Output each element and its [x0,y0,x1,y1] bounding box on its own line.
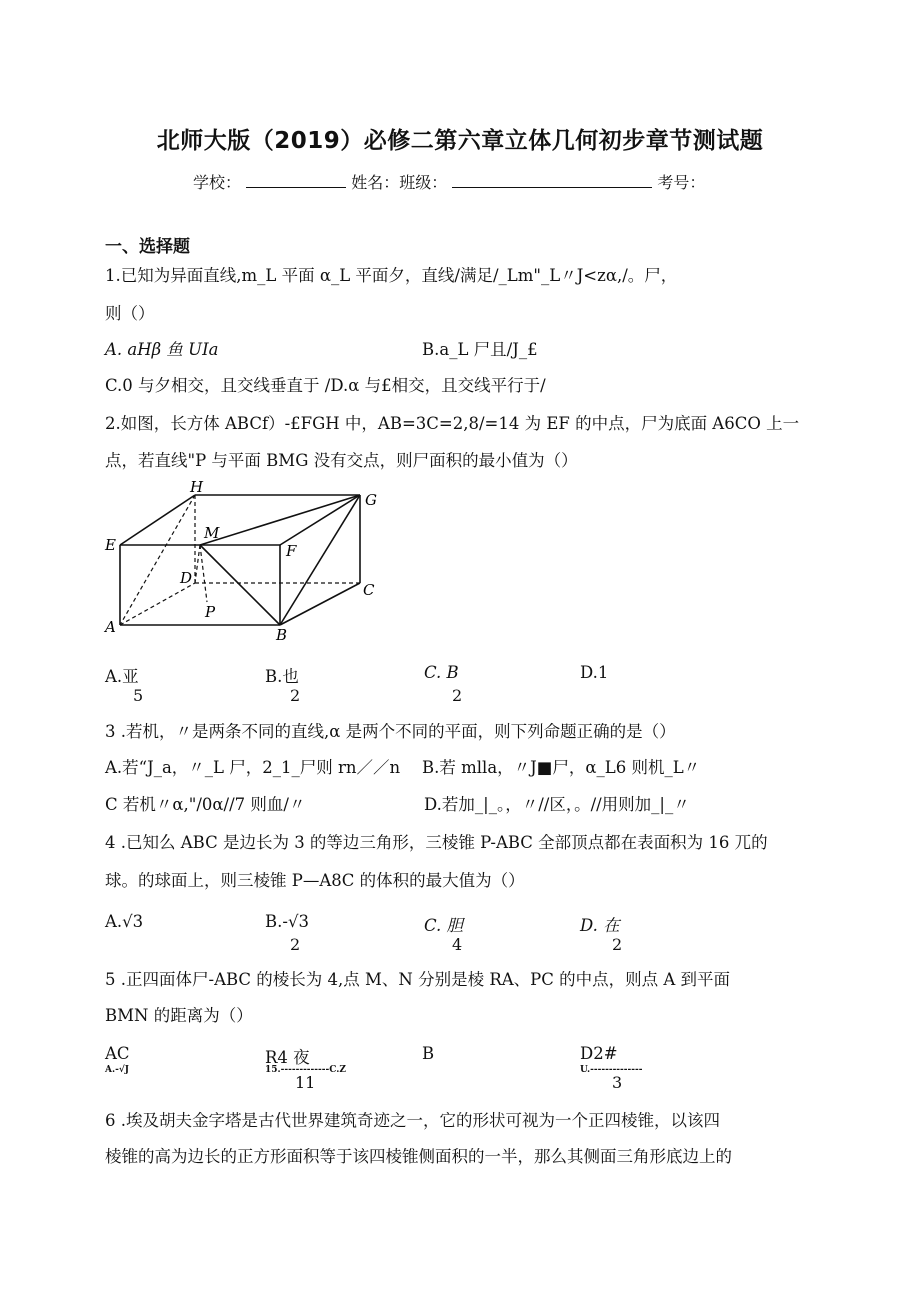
q2-stem-line1: 2.如图，长方体 ABCf）-£FGH 中，AB=3C=2,8/=14 为 EF 的中点，尸为底面 A6CO 上一 [105,414,800,433]
segment-ha [120,495,195,625]
q2-stem-line2: 点，若直线"P 与平面 BMG 没有交点，则尸面积的最小值为（） [105,451,578,470]
q3-option-b: B.若 mlla，〃J■尸，α_L6 则机_L〃 [422,758,701,777]
segment-md [195,545,200,583]
q2-option-b-denominator: 2 [290,686,301,705]
q4-option-d: D. 在 [580,916,620,935]
school-label: 学校： [193,173,242,192]
q3-option-d: D.若加_|_。，〃//区，。//用则加_|_〃 [424,795,690,814]
q5-option-b: R4 夜 [265,1048,310,1067]
q5-stem-line2: BMN 的距离为（） [105,1006,253,1025]
q5-stem-line1: 5 .正四面体尸-ABC 的棱长为 4,点 M、N 分别是棱 RA、PC 的中点，则点 A 到平面 [105,970,731,989]
label-h: H [190,480,204,496]
q4-option-a: A.√3 [105,912,144,931]
q5-option-d-small: U.-------------- [580,1065,643,1075]
q2-cuboid-figure [100,480,390,650]
q5-option-a: AC [105,1044,130,1063]
q2-option-c: C. B [424,663,459,682]
q5-option-b-small: 15.-------------C.Z [265,1065,346,1075]
q1-stem-line1: 1.已知为异面直线,m_L 平面 α_L 平面夕，直线/满足/_Lm"_L〃J<zα,/。尸， [105,266,678,285]
page-title: 北师大版（2019）必修二第六章立体几何初步章节测试题 [156,128,764,154]
q5-option-c: B [422,1044,435,1063]
q4-stem-line2: 球。的球面上，则三棱锥 P—A8C 的体积的最大值为（） [105,871,525,890]
label-p: P [205,603,216,621]
q4-option-d-denominator: 2 [612,935,623,954]
label-c: C [363,581,375,599]
label-m: M [204,524,220,542]
q3-option-c: C 若机〃α,"/0α//7 则血/〃 [105,795,306,814]
q4-stem-line1: 4 .已知么 ABC 是边长为 3 的等边三角形，三棱锥 P-ABC 全部顶点都在表面积为 16 兀的 [105,833,768,852]
label-b: B [276,626,288,644]
class-blank [452,173,652,188]
label-e: E [105,536,116,554]
student-info [193,170,705,193]
segment-mp [200,545,207,602]
name-class-label: 姓名：班级： [351,173,448,192]
label-f: F [286,542,297,560]
q6-stem-line1: 6 .埃及胡夫金字塔是古代世界建筑奇迹之一，它的形状可视为一个正四棱锥，以该四 [105,1111,720,1130]
q5-option-d: D2# [580,1044,618,1063]
q2-option-a-denominator: 5 [133,686,144,705]
q5-option-a-small: A.-√J [105,1065,130,1075]
q5-option-b-denominator: 11 [295,1073,316,1092]
q1-option-cd: C.0 与夕相交，且交线垂直于 /D.α 与£相交，且交线平行于/ [105,376,546,395]
edge-fg [280,495,360,545]
q5-option-d-denominator: 3 [612,1073,623,1092]
edge-ad [120,583,195,625]
q2-option-c-denominator: 2 [452,686,463,705]
section-heading: 一、选择题 [105,237,190,257]
label-g: G [365,491,377,509]
q6-stem-line2: 棱锥的高为边长的正方形面积等于该四棱锥侧面积的一半，那么其侧面三角形底边上的 [105,1147,732,1166]
q1-option-b: B.a_L 尸且/J_£ [422,340,538,359]
q3-option-a: A.若“J_a，〃_L 尸，2_1_尸则 rn／／n [105,758,401,777]
q2-option-b: B.也 [265,667,299,686]
segment-mg [200,495,360,545]
label-d: D [180,569,193,587]
q4-option-c-denominator: 4 [452,935,463,954]
segment-bg [280,495,360,625]
edge-eh [120,495,195,545]
exam-no-label: 考号： [657,173,706,192]
q3-stem: 3 .若机，〃是两条不同的直线,α 是两个不同的平面，则下列命题正确的是（） [105,722,676,741]
q2-option-d: D.1 [580,663,609,682]
q4-option-c: C. 胆 [424,916,464,935]
q4-option-b-denominator: 2 [290,935,301,954]
school-blank [246,173,346,188]
q2-option-a: A.亚 [105,667,139,686]
label-a: A [105,618,116,636]
q4-option-b: B.-√3 [265,912,309,931]
q1-stem-line2: 则（） [105,304,155,323]
q1-option-a: A. aHβ 鱼 UIa [105,340,219,359]
